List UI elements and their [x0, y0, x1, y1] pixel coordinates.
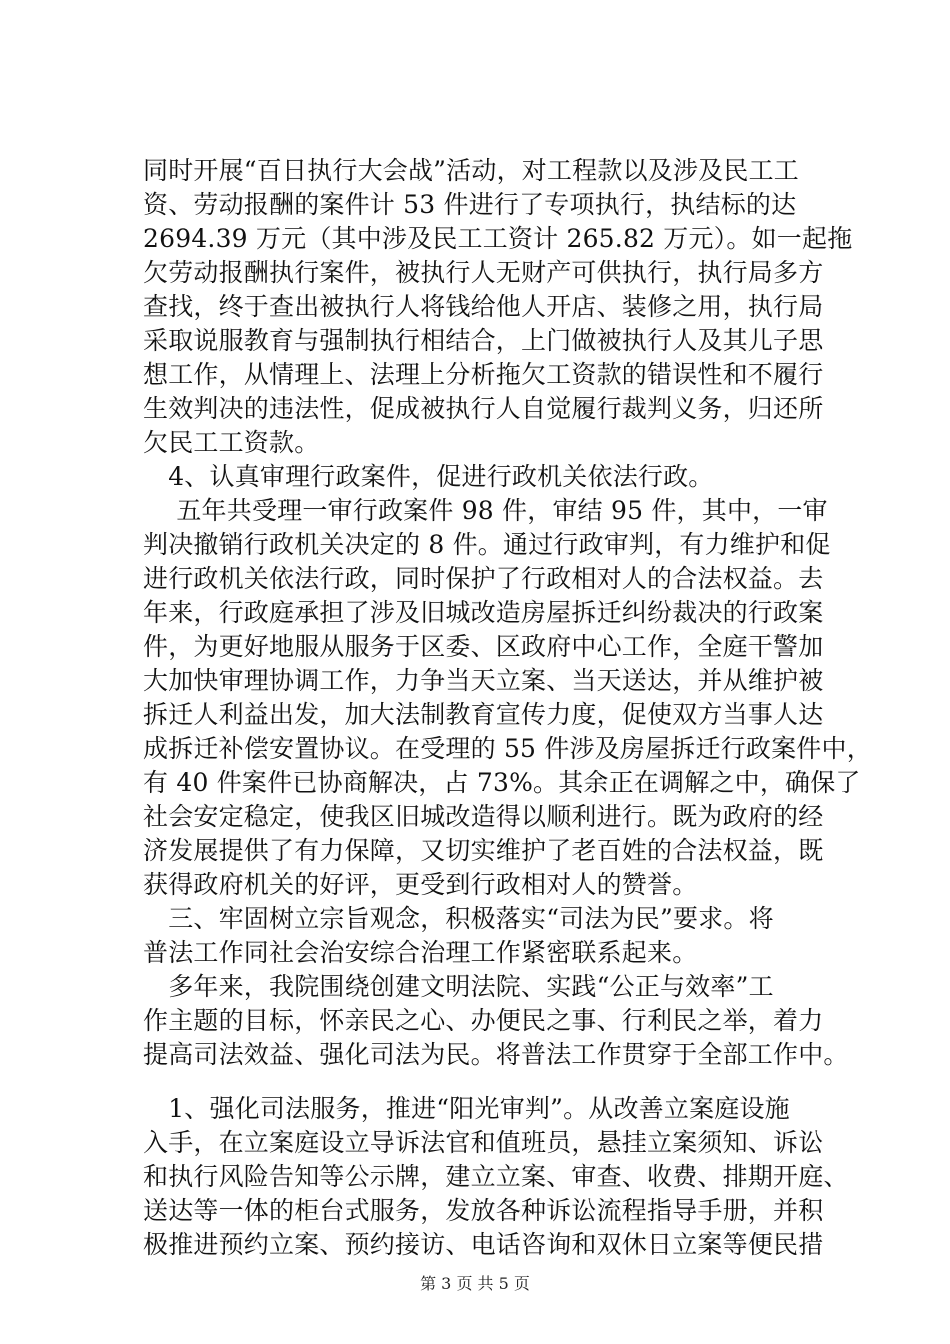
paragraph-line: 同时开展“百日执行大会战”活动，对工程款以及涉及民工工	[143, 156, 799, 185]
paragraph-line: 采取说服教育与强制执行相结合，上门做被执行人及其儿子思	[143, 326, 824, 355]
paragraph-line: 想工作，从情理上、法理上分析拖欠工资款的错误性和不履行	[143, 360, 824, 389]
paragraph-line: 提高司法效益、强化司法为民。将普法工作贯穿于全部工作中。	[143, 1040, 849, 1069]
paragraph-line: 社会安定稳定，使我区旧城改造得以顺利进行。既为政府的经	[143, 802, 824, 831]
paragraph-line: 年来，行政庭承担了涉及旧城改造房屋拆迁纠纷裁决的行政案	[143, 598, 824, 627]
section-heading: 普法工作同社会治安综合治理工作紧密联系起来。	[143, 938, 698, 967]
paragraph-line: 判决撤销行政机关决定的 8 件。通过行政审判，有力维护和促	[143, 530, 831, 559]
paragraph-line: 作主题的目标，怀亲民之心、办便民之事、行利民之举，着力	[143, 1006, 824, 1035]
paragraph-line: 欠劳动报酬执行案件，被执行人无财产可供执行，执行局多方	[143, 258, 824, 287]
paragraph-line: 件，为更好地服从服务于区委、区政府中心工作，全庭干警加	[143, 632, 824, 661]
paragraph-line: 查找，终于查出被执行人将钱给他人开店、装修之用，执行局	[143, 292, 824, 321]
paragraph-line: 获得政府机关的好评，更受到行政相对人的赞誉。	[143, 870, 698, 899]
paragraph-line: 成拆迁补偿安置协议。在受理的 55 件涉及房屋拆迁行政案件中，	[143, 734, 872, 763]
paragraph-line: 有 40 件案件已协商解决，占 73%。其余正在调解之中，确保了	[143, 768, 861, 797]
paragraph-line: 济发展提供了有力保障，又切实维护了老百姓的合法权益，既	[143, 836, 824, 865]
paragraph-line: 极推进预约立案、预约接访、电话咨询和双休日立案等便民措	[143, 1230, 824, 1259]
paragraph-line: 2694.39 万元（其中涉及民工工资计 265.82 万元）。如一起拖	[143, 224, 853, 253]
paragraph-line: 大加快审理协调工作，力争当天立案、当天送达，并从维护被	[143, 666, 824, 695]
paragraph-line: 生效判决的违法性，促成被执行人自觉履行裁判义务，归还所	[143, 394, 824, 423]
paragraph-line: 欠民工工资款。	[143, 428, 320, 457]
paragraph-line: 多年来，我院围绕创建文明法院、实践“公正与效率”工	[143, 972, 774, 1001]
paragraph-line: 拆迁人利益出发，加大法制教育宣传力度，促使双方当事人达	[143, 700, 824, 729]
section-heading: 4、认真审理行政案件，促进行政机关依法行政。	[143, 462, 714, 491]
paragraph-line: 入手，在立案庭设立导诉法官和值班员，悬挂立案须知、诉讼	[143, 1128, 824, 1157]
paragraph-line: 进行政机关依法行政，同时保护了行政相对人的合法权益。去	[143, 564, 824, 593]
paragraph-line: 资、劳动报酬的案件计 53 件进行了专项执行，执结标的达	[143, 190, 797, 219]
section-heading: 三、牢固树立宗旨观念，积极落实“司法为民”要求。将	[143, 904, 774, 933]
page-number-footer: 第 3 页 共 5 页	[420, 1274, 530, 1293]
paragraph-line: 1、强化司法服务，推进“阳光审判”。从改善立案庭设施	[143, 1094, 790, 1123]
paragraph-line: 五年共受理一审行政案件 98 件，审结 95 件，其中，一审	[143, 496, 828, 525]
paragraph-line: 和执行风险告知等公示牌，建立立案、审查、收费、排期开庭、	[143, 1162, 849, 1191]
paragraph-line: 送达等一体的柜台式服务，发放各种诉讼流程指导手册，并积	[143, 1196, 824, 1225]
